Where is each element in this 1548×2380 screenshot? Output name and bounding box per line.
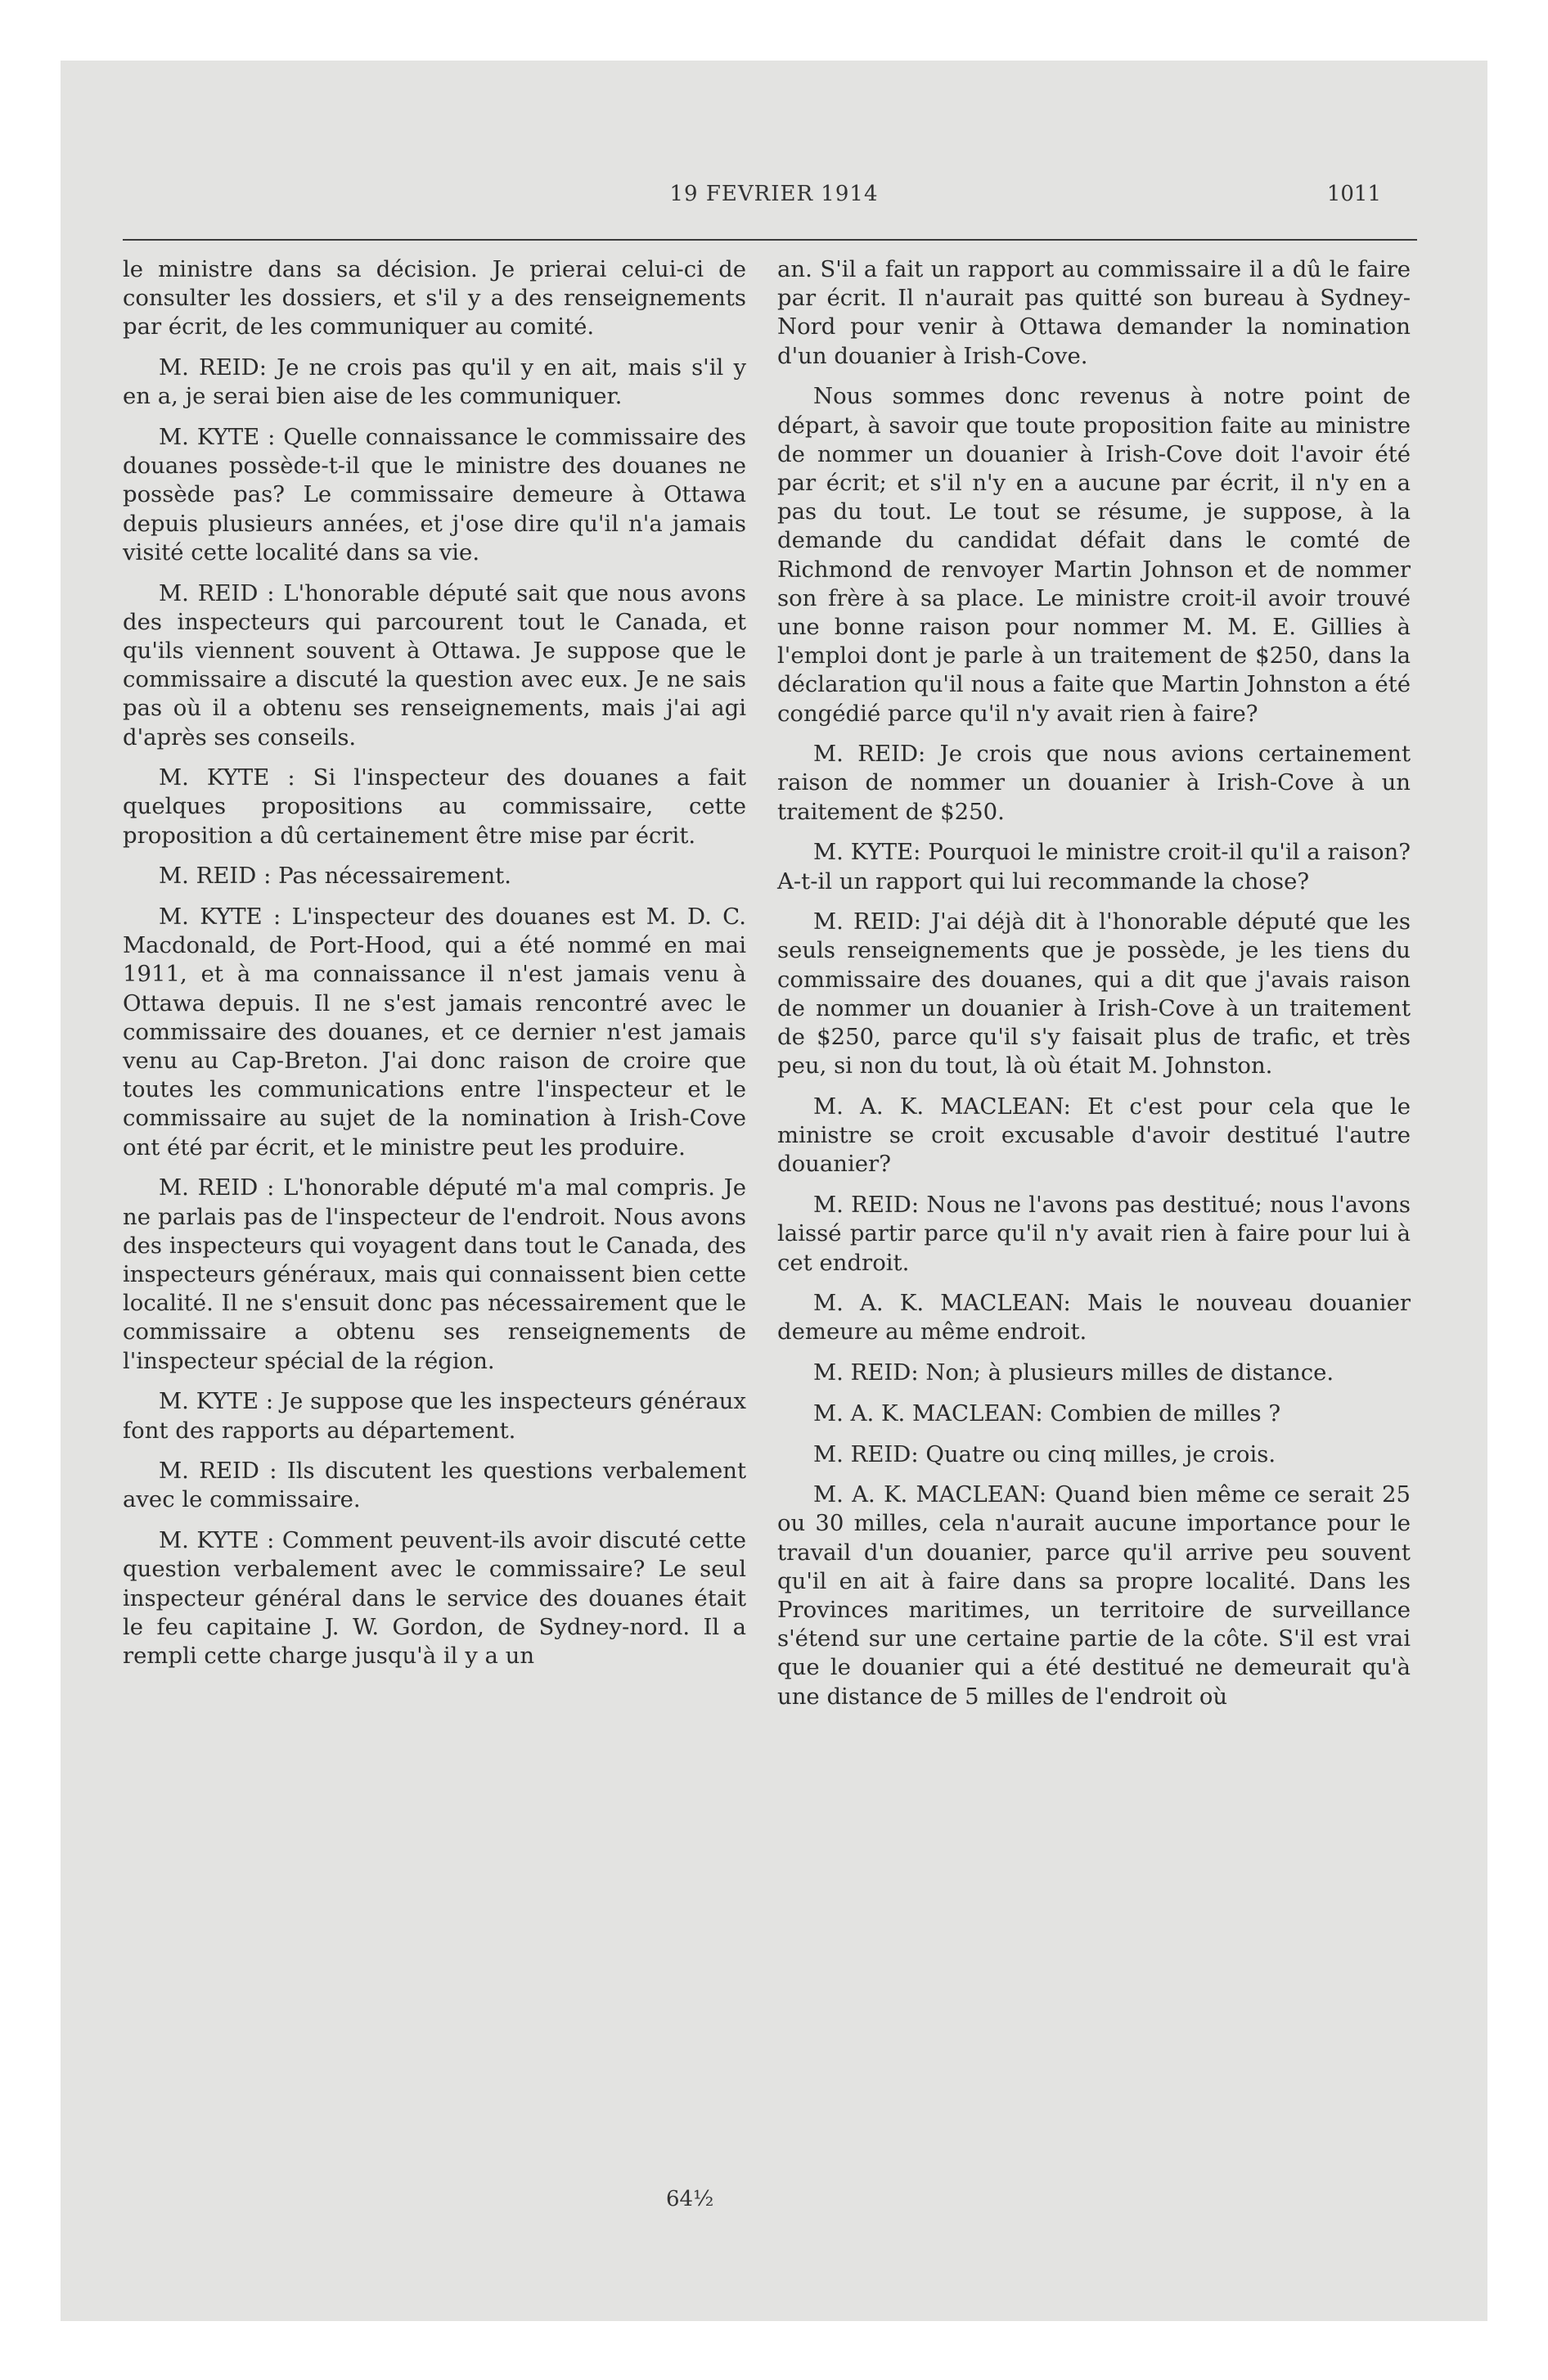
- paragraph: M. REID : Pas nécessairement.: [159, 863, 511, 890]
- paragraph: M. KYTE : Si l'inspecteur des douanes a fait quelques propositions au commissaire, cette proposition a dû certainement être mise par écrit.: [123, 764, 746, 849]
- header-date: 19 FEVRIER 1914: [669, 182, 879, 206]
- paragraph: M. REID: Nous ne l'avons pas destitué; nous l'avons laissé partir parce qu'il n'y avait rien à faire pour lui à cet endroit.: [777, 1192, 1411, 1276]
- right-column: [777, 255, 1411, 1723]
- paragraph: M. A. K. MACLEAN: Et c'est pour cela que le ministre se croit excusable d'avoir destitué l'autre douanier?: [777, 1093, 1411, 1178]
- paragraph: M. REID: J'ai déjà dit à l'honorable député que les seuls renseignements que je possède, je les tiens du commissaire des douanes, qui a dit que j'avais raison de nommer un douanier à Irish-Cove à un traitement de $250, parce qu'il s'y faisait plus de trafic, et très peu, si non du tout, là où était M. Johnston.: [777, 908, 1411, 1080]
- paragraph: M. REID: Je crois que nous avions certainement raison de nommer un douanier à Irish-Cove à un traitement de $250.: [777, 741, 1411, 825]
- header-rule: [123, 239, 1417, 241]
- paragraph: an. S'il a fait un rapport au commissaire il a dû le faire par écrit. Il n'aurait pas quitté son bureau à Sydney-Nord pour venir à Ottawa demander la nomination d'un douanier à Irish-Cove.: [777, 256, 1411, 369]
- paragraph: M. KYTE : L'inspecteur des douanes est M. D. C. Macdonald, de Port-Hood, qui a été nommé en mai 1911, et à ma connaissance il n'est jamais venu à Ottawa depuis. Il ne s'est jamais rencontré avec le commissaire des douanes, et ce dernier n'est jamais venu au Cap-Breton. J'ai donc raison de croire que toutes les communications entre l'inspecteur et le commissaire au sujet de la nomination à Irish-Cove ont été par écrit, et le ministre peut les produire.: [123, 904, 746, 1161]
- paragraph: Nous sommes donc revenus à notre point de départ, à savoir que toute proposition faite au ministre de nommer un douanier à Irish-Cove doit l'avoir été par écrit; et s'il n'y en a aucune par écrit, il n'y en a pas du tout. Le tout se résume, je suppose, à la demande du candidat défait dans le comté de Richmond de renvoyer Martin Johnson et de nommer son frère à sa place. Le ministre croit-il avoir trouvé une bonne raison pour nommer M. M. E. Gillies à l'emploi dont je parle à un traitement de $250, dans la déclaration qu'il nous a faite que Martin Johnston a été congédié parce qu'il n'y avait rien à faire?: [777, 383, 1411, 727]
- paragraph: M. KYTE : Quelle connaissance le commissaire des douanes possède-t-il que le ministre des douanes ne possède pas? Le commissaire demeure à Ottawa depuis plusieurs années, et j'ose dire qu'il n'a jamais visité cette localité dans sa vie.: [123, 424, 746, 566]
- folio-mark: 64½: [666, 2187, 714, 2211]
- paragraph: M. A. K. MACLEAN: Mais le nouveau douanier demeure au même endroit.: [777, 1290, 1411, 1346]
- paragraph: M. REID: Je ne crois pas qu'il y en ait, mais s'il y en a, je serai bien aise de les communiquer.: [123, 354, 746, 410]
- paragraph: M. REID: Non; à plusieurs milles de distance.: [813, 1359, 1334, 1386]
- paragraph: M. KYTE : Je suppose que les inspecteurs généraux font des rapports au département.: [123, 1388, 746, 1444]
- paragraph: M. REID: Quatre ou cinq milles, je crois.: [813, 1440, 1276, 1467]
- paragraph: M. A. K. MACLEAN: Quand bien même ce serait 25 ou 30 milles, cela n'aurait aucune importance pour le travail d'un douanier, parce qu'il arrive peu souvent qu'il en ait à faire dans sa propre localité. Dans les Provinces maritimes, un territoire de surveillance s'étend sur une certaine partie de la côte. S'il est vrai que le douanier qui a été destitué ne demeurait qu'à une distance de 5 milles de l'endroit où: [777, 1481, 1411, 1710]
- paragraph: M. A. K. MACLEAN: Combien de milles ?: [813, 1400, 1281, 1427]
- left-column: [123, 255, 746, 1683]
- paragraph: le ministre dans sa décision. Je prierai celui-ci de consulter les dossiers, et s'il y a des renseignements par écrit, de les communiquer au comité.: [123, 256, 746, 340]
- page-number: 1011: [1326, 182, 1381, 206]
- scanned-page: [61, 61, 1487, 2321]
- page-header: [61, 182, 1487, 214]
- paragraph: M. REID : Ils discutent les questions verbalement avec le commissaire.: [123, 1458, 746, 1513]
- paragraph: M. REID : L'honorable député sait que nous avons des inspecteurs qui parcourent tout le Canada, et qu'ils viennent souvent à Ottawa. Je suppose que le commissaire a discuté la question avec eux. Je ne sais pas où il a obtenu ses renseignements, mais j'ai agi d'après ses conseils.: [123, 579, 746, 751]
- paragraph: M. KYTE : Comment peuvent-ils avoir discuté cette question verbalement avec le commissaire? Le seul inspecteur général dans le service des douanes était le feu capitaine J. W. Gordon, de Sydney-nord. Il a rempli cette charge jusqu'à il y a un: [123, 1527, 746, 1669]
- paragraph: M. REID : L'honorable député m'a mal compris. Je ne parlais pas de l'inspecteur de l'endroit. Nous avons des inspecteurs qui voyagent dans tout le Canada, des inspecteurs généraux, mais qui connaissent bien cette localité. Il ne s'ensuit donc pas nécessairement que le commissaire a obtenu ses renseignements de l'inspecteur spécial de la région.: [123, 1174, 746, 1374]
- paragraph: M. KYTE: Pourquoi le ministre croit-il qu'il a raison? A-t-il un rapport qui lui recommande la chose?: [777, 839, 1411, 895]
